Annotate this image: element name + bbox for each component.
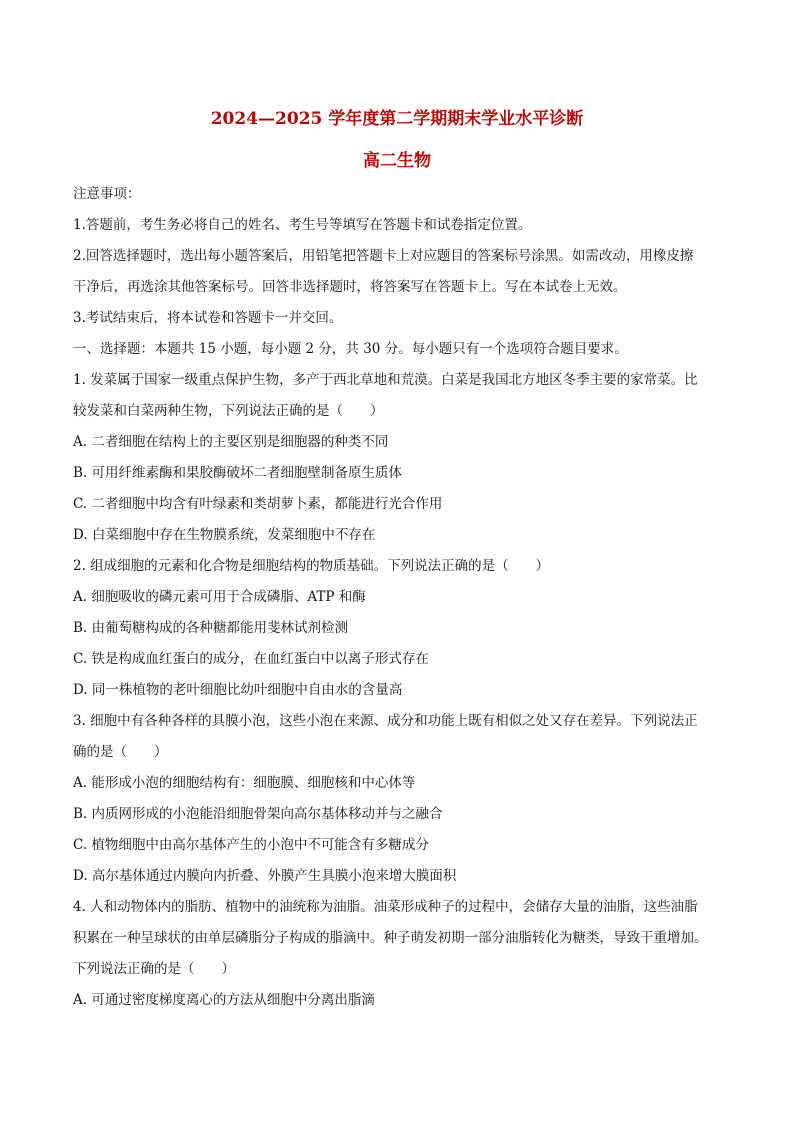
question-3-option-a: A. 能形成小泡的细胞结构有：细胞膜、细胞核和中心体等 [73, 775, 416, 791]
question-3-stem: 3. 细胞中有各种各样的具膜小泡，这些小泡在来源、成分和功能上既有相似之处又存在差异。下列说法正 [73, 713, 698, 729]
question-3-option-d: D. 高尔基体通过内膜向内折叠、外膜产生具膜小泡来增大膜面积 [73, 868, 457, 884]
question-1-option-a: A. 二者细胞在结构上的主要区别是细胞器的种类不同 [73, 434, 389, 450]
question-2-option-a: A. 细胞吸收的磷元素可用于合成磷脂、ATP 和酶 [73, 589, 366, 605]
question-2-option-c: C. 铁是构成血红蛋白的成分，在血红蛋白中以离子形式存在 [73, 651, 429, 667]
question-4-stem-cont-2: 下列说法正确的是（ ） [73, 961, 235, 977]
question-1-stem-cont: 较发菜和白菜两种生物，下列说法正确的是（ ） [73, 403, 384, 419]
notice-item-3: 3.考试结束后，将本试卷和答题卡一并交回。 [73, 310, 343, 326]
question-2-stem: 2. 组成细胞的元素和化合物是细胞结构的物质基础。下列说法正确的是（ ） [73, 558, 550, 574]
question-4-stem-cont: 积累在一种呈球状的由单层磷脂分子构成的脂滴中。种子萌发初期一部分油脂转化为糖类，导致干重增加。 [73, 930, 708, 946]
question-4-option-a: A. 可通过密度梯度离心的方法从细胞中分离出脂滴 [73, 992, 375, 1008]
notice-heading: 注意事项： [73, 186, 141, 202]
question-1-stem: 1. 发菜属于国家一级重点保护生物，多产于西北草地和荒漠。白菜是我国北方地区冬季主要的家常菜。比 [73, 372, 698, 388]
question-4-stem: 4. 人和动物体内的脂肪、植物中的油统称为油脂。油菜形成种子的过程中，会储存大量的油脂，这些油脂 [73, 899, 698, 915]
notice-item-1: 1.答题前，考生务必将自己的姓名、考生号等填写在答题卡和试卷指定位置。 [73, 217, 532, 233]
question-1-option-c: C. 二者细胞中均含有叶绿素和类胡萝卜素，都能进行光合作用 [73, 496, 443, 512]
question-3-stem-cont: 确的是（ ） [73, 744, 168, 760]
exam-subject: 高二生物 [363, 151, 431, 171]
exam-title: 2024—2025 学年度第二学期期末学业水平诊断 [210, 109, 584, 129]
question-1-option-b: B. 可用纤维素酶和果胶酶破坏二者细胞壁制备原生质体 [73, 465, 403, 481]
question-2-option-b: B. 由葡萄糖构成的各种糖都能用斐林试剂检测 [73, 620, 349, 636]
question-3-option-b: B. 内质网形成的小泡能沿细胞骨架向高尔基体移动并与之融合 [73, 806, 443, 822]
question-2-option-d: D. 同一株植物的老叶细胞比幼叶细胞中自由水的含量高 [73, 682, 403, 698]
exam-content [73, 187, 723, 1024]
section-heading: 一、选择题：本题共 15 小题，每小题 2 分，共 30 分。每小题只有一个选项符合题目要求。 [73, 341, 628, 357]
notice-item-2: 2.回答选择题时，选出每小题答案后，用铅笔把答题卡上对应题目的答案标号涂黑。如需改动，用橡皮擦 [73, 248, 694, 264]
question-3-option-c: C. 植物细胞中由高尔基体产生的小泡中不可能含有多糖成分 [73, 837, 429, 853]
question-1-option-d: D. 白菜细胞中存在生物膜系统，发菜细胞中不存在 [73, 527, 376, 543]
notice-item-2-cont: 干净后，再选涂其他答案标号。回答非选择题时，将答案写在答题卡上。写在本试卷上无效。 [73, 279, 627, 295]
